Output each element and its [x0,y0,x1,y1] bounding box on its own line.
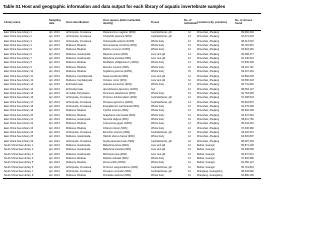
cell-host-classification: Mollusca, Bivalvia [65,174,102,178]
cell-location: Zhoushan, Zhejiang [197,100,220,104]
cell-viruses: 98,413,097 [241,39,254,43]
cell-host-species: Eriocheir sinensis (99%) [103,130,130,134]
cell-host-species: Pinctada martensii (99%) [102,174,150,178]
cell-viruses: 93,618,260 [241,48,254,52]
cell-tissue: Liver and gill [151,148,166,152]
cell-host-classification: Arthropoda, Crustacea [66,130,92,134]
cell-tissue: Whole body [150,174,183,178]
cell-viruses: 93,337,081 [241,113,254,117]
cell-host-species: Meretrix meretrix (99%) [103,65,130,69]
cell-viruses: 96,258,377 [241,52,254,56]
cell-location: Zhoushan, Zhejiang [197,91,220,95]
cell-individuals: 12 [188,152,191,156]
cell-host-classification: Mollusca, Bivalvia [66,122,86,126]
cell-sampling-date: Apr. 2013 [49,70,60,74]
cell-viruses: 95,871,226 [241,144,254,147]
cell-host-classification: Mollusca, Gastropoda [66,52,91,56]
cell-tissue: Whole body [151,65,165,69]
cell-library-name: East China Sea Library 25 [4,135,34,139]
cell-location: Zhoushan, Zhejiang [197,130,220,134]
cell-sampling-date: Apr. 2013 [49,35,60,39]
cell-tissue: Cephalothorax, gill [151,165,172,169]
cell-host-species: Babylonia areolata (99%) [103,148,132,152]
cell-host-classification: Mollusca, Gastropoda [66,148,91,152]
cell-viruses: 96,902,448 [241,109,254,113]
cell-host-species: Crassostrea gigas (100%) [103,122,132,126]
cell-host-classification: Arthropoda, Crustacea [66,104,92,108]
cell-library-name: East China Sea Library 23 [4,126,34,130]
cell-viruses: 95,116,742 [241,65,254,69]
cell-tissue: Whole body [151,113,165,117]
header-sampling-date: Sampling date [48,14,65,31]
cell-tissue: Cephalothorax, gill [151,35,172,39]
cell-sampling-date: Apr. 2013 [49,152,60,156]
cell-individuals: 12 [188,161,191,165]
cell-host-classification: Arthropoda, Crustacea [66,139,92,143]
cell-individuals: 13 [188,100,191,104]
cell-host-classification: Arthropoda, Crustacea [66,100,92,104]
cell-individuals: 12 [188,165,191,169]
cell-individuals: 12 [188,104,191,108]
cell-viruses: 94,175,296 [241,104,254,108]
cell-sampling-date: Apr. 2013 [49,126,60,130]
cell-viruses: 98,054,127 [241,87,254,91]
cell-host-classification: Arthropoda, Crustacea [66,31,92,35]
cell-viruses: 94,882,035 [241,74,254,78]
cell-location: Zhoushan, Zhejiang [197,52,220,56]
cell-host-species: Babylonia areolata (99%) [103,57,132,61]
table-header [3,14,261,31]
cell-sampling-date: Apr. 2013 [49,48,60,52]
cell-location: Zhanjiang, Guangdong [196,174,234,178]
cell-individuals: 12 [188,48,191,52]
cell-library-name: South China Sea Library 5 [4,161,34,165]
cell-individuals: 12 [188,39,191,43]
cell-sampling-date: Apr. 2013 [49,117,60,121]
cell-location: Beihai, Guangxi [197,165,215,169]
cell-individuals: 12 [188,109,191,113]
header-location: Location (city, province) [196,14,234,31]
cell-host-species: Octopus minor (99%) [103,78,127,82]
cell-host-species: Perinereis aibuhitensis (99%) [103,91,136,95]
cell-library-name: South China Sea Library 8 [3,174,48,178]
cell-individuals: 15 [188,70,191,74]
cell-location: Zhoushan, Zhejiang [197,117,220,121]
cell-tissue: Cephalothorax, gill [151,170,172,174]
cell-host-species: Scylla paramamosain (99%) [103,139,135,143]
data-table [3,13,261,179]
cell-tissue: Whole body [151,83,165,87]
cell-tissue: Gut [151,87,156,91]
cell-sampling-date: Apr. 2013 [49,122,60,126]
cell-library-name: East China Sea Library 26 [4,139,34,143]
cell-sampling-date: Apr. 2013 [49,100,60,104]
cell-individuals: 13 [188,44,191,48]
cell-host-classification: Mollusca, Gastropoda [66,117,91,121]
cell-sampling-date: Apr. 2013 [49,61,60,65]
cell-sampling-date: Apr. 2013 [49,39,60,43]
cell-library-name: East China Sea Library 5 [4,48,32,52]
cell-individuals: 13 [188,83,191,87]
cell-viruses: 95,044,316 [241,122,254,126]
cell-host-species: Penaeus japonicus (100%) [103,100,133,104]
table-row [3,174,261,178]
cell-host-classification: Mollusca, Bivalvia [66,44,86,48]
cell-sampling-date: Apr. 2013 [49,65,60,69]
cell-location: Zhoushan, Zhejiang [197,122,220,126]
cell-sampling-date: Apr. 2013 [49,144,60,147]
cell-library-name: East China Sea Library 7 [4,57,32,61]
cell-sampling-date: Apr. 2013 [49,113,60,117]
cell-location: Zhoushan, Zhejiang [197,61,220,65]
cell-viruses: 97,430,982 [241,126,254,130]
cell-individuals: 12 [188,113,191,117]
cell-individuals: 14 [188,91,191,95]
table-title: Table S1 Host and geographic information and data output for each library of aquatic invertebrate samples [3,4,226,9]
cell-sampling-date: Apr. 2013 [49,165,60,169]
cell-viruses: 98,287,154 [241,139,254,143]
cell-library-name: East China Sea Library 8 [4,61,32,65]
cell-individuals: 12 [188,78,191,82]
cell-sampling-date: Apr. 2013 [49,104,60,108]
cell-host-species: Exopalaemon carinicauda (99%) [103,104,140,108]
header-individuals: No. of individuals [183,14,196,31]
cell-viruses: 97,208,534 [241,96,254,100]
cell-location: Zhoushan, Zhejiang [197,126,220,130]
cell-location: Zhoushan, Zhejiang [197,96,220,100]
cell-individuals: 12 [188,74,191,78]
cell-host-classification: Mollusca, Gastropoda [66,152,91,156]
cell-viruses: 95,663,870 [241,100,254,104]
cell-library-name: East China Sea Library 16 [4,96,34,100]
cell-location: Zhoushan, Zhejiang [197,113,220,117]
cell-individuals: 12 [188,117,191,121]
cell-library-name: South China Sea Library 2 [4,148,34,152]
cell-location: Zhoushan, Zhejiang [197,48,220,52]
cell-tissue: Liver and gill [151,78,166,82]
header-library-name: Library name [3,14,48,31]
cell-sampling-date: Apr. 2013 [49,170,60,174]
cell-viruses: 94,526,807 [241,135,254,139]
cell-location: Zhoushan, Zhejiang [197,35,220,39]
cell-host-species: Charybdis japonica (99%) [103,35,132,39]
cell-location: Beihai, Guangxi [197,161,215,165]
cell-host-species: Oratosquilla oratoria (100%) [103,39,135,43]
cell-library-name: East China Sea Library 13 [4,83,34,87]
cell-library-name: East China Sea Library 12 [4,78,34,82]
cell-sampling-date: Apr. 2013 [49,135,60,139]
cell-host-species: Tegillarca granosa (100%) [103,70,133,74]
cell-individuals: 12 [188,65,191,69]
cell-individuals: 13 [188,35,191,39]
cell-host-classification: Mollusca, Bivalvia [66,48,86,52]
cell-library-name: East China Sea Library 2 [4,35,32,39]
cell-tissue: Whole body [151,104,165,108]
cell-location: Beihai, Guangxi [197,157,215,161]
cell-tissue: Liver and gill [151,74,166,78]
cell-library-name: East China Sea Library 20 [4,113,34,117]
cell-host-classification: Arthropoda, Crustacea [66,165,92,169]
cell-individuals: 12 [188,144,191,147]
cell-viruses: 93,880,405 [234,174,261,178]
cell-library-name: South China Sea Library 4 [4,157,34,161]
cell-host-species: Neverita didyma (99%) [103,117,129,121]
cell-individuals: 12 [188,148,191,152]
cell-sampling-date: Apr. 2013 [49,74,60,78]
cell-individuals: 12 [188,87,191,91]
cell-viruses: 94,360,127 [241,161,254,165]
cell-library-name: East China Sea Library 6 [4,52,32,56]
cell-host-species: Portunus sanguinolentus (99%) [103,165,138,169]
cell-viruses: 93,590,418 [241,78,254,82]
cell-viruses: 95,702,651 [241,44,254,48]
cell-individuals: 13 [188,61,191,65]
cell-individuals: 12 [188,130,191,134]
cell-tissue: Whole body [151,48,165,52]
cell-tissue: Cephalothorax, gill [151,100,172,104]
cell-tissue: Liver and gill [151,144,166,147]
cell-library-name: East China Sea Library 3 [4,39,32,43]
cell-individuals: 12 [188,122,191,126]
cell-host-species: Asterias amurensis (99%) [103,83,132,87]
cell-location: Zhoushan, Zhejiang [197,39,220,43]
cell-library-name: East China Sea Library 19 [4,109,34,113]
cell-library-name: South China Sea Library 3 [4,152,34,156]
cell-tissue: Liver and gill [151,57,166,61]
cell-location: Zhoushan, Zhejiang [197,44,220,48]
cell-sampling-date: Apr. 2013 [49,78,60,82]
cell-host-classification: Mollusca, Bivalvia [66,157,86,161]
cell-sampling-date: Apr. 2013 [49,87,60,91]
cell-location: Zhoushan, Zhejiang [197,83,220,87]
cell-host-classification: Mollusca, Bivalvia [66,61,86,65]
cell-viruses: 96,118,473 [241,130,254,134]
cell-host-classification: Arthropoda, Crustacea [66,96,92,100]
cell-host-classification: Echinodermata [66,87,83,91]
cell-host-classification: Mollusca, Cephalopoda [66,78,93,82]
cell-host-classification: Mollusca, Bivalvia [66,113,86,117]
cell-host-species: Sinonovacula constricta (99%) [103,44,137,48]
cell-viruses: 95,719,844 [241,165,254,169]
cell-location: Zhoushan, Zhejiang [197,78,220,82]
cell-tissue: Whole body [151,91,165,95]
cell-host-classification: Mollusca, Gastropoda [66,135,91,139]
cell-tissue: Whole body [151,161,165,165]
cell-tissue: Cephalothorax, gill [151,130,172,134]
cell-host-classification: Echinodermata [66,83,83,87]
cell-host-classification: Mollusca, Bivalvia [66,65,86,69]
cell-tissue: Whole body [151,109,165,113]
cell-tissue: Cephalothorax, gill [151,31,172,35]
cell-location: Zhoushan, Zhejiang [197,74,220,78]
header-row [3,14,261,31]
cell-individuals: 14 [188,52,191,56]
cell-individuals: 12 [188,96,191,100]
cell-sampling-date: Apr. 2013 [49,139,60,143]
cell-library-name: East China Sea Library 21 [4,117,34,121]
cell-library-name: East China Sea Library 10 [4,70,34,74]
cell-tissue: Liver and gill [151,52,166,56]
cell-library-name: East China Sea Library 14 [4,87,34,91]
cell-viruses: 98,043,692 [241,170,254,174]
cell-host-classification: Mollusca, Cephalopoda [66,74,93,78]
cell-viruses: 92,130,544 [241,57,254,61]
cell-host-classification: Mollusca, Bivalvia [66,70,86,74]
cell-sampling-date: Apr. 2013 [49,109,60,113]
cell-tissue: Whole body [151,126,165,130]
cell-individuals: 12 [183,174,196,178]
cell-host-classification: Mollusca, Gastropoda [66,144,91,147]
cell-individuals: 12 [188,170,191,174]
cell-location: Zhoushan, Zhejiang [197,135,220,139]
cell-location: Zhoushan, Zhejiang [197,109,220,113]
cell-tissue: Whole body [151,44,165,48]
cell-sampling-date: Apr. 2013 [49,161,60,165]
cell-viruses: 92,763,905 [241,91,254,95]
cell-sampling-date: Apr. 2013 [49,57,60,61]
cell-library-name: East China Sea Library 17 [4,100,34,104]
cell-sampling-date: Apr. 2013 [49,157,60,161]
cell-tissue: Cephalothorax, gill [151,139,172,143]
cell-sampling-date: Apr. 2013 [49,96,60,100]
cell-host-species: Sepia esculenta (99%) [103,74,129,78]
cell-library-name: East China Sea Library 1 [4,31,32,35]
cell-viruses: 97,845,309 [241,61,254,65]
header-tissue: Tissue [150,14,183,31]
cell-host-classification: Annelida, Polychaeta [66,91,90,95]
cell-host-species: Cyclina sinensis (99%) [103,109,129,113]
cell-location: Zhoushan, Zhejiang [197,31,220,35]
cell-sampling-date: Apr. 2013 [49,31,60,35]
cell-host-classification: Mollusca, Bivalvia [66,126,86,130]
cell-host-classification: Mollusca, Bivalvia [66,109,86,113]
cell-host-species: Portunus trituberculatus (99%) [103,96,137,100]
cell-viruses: 99,992,432 [241,31,254,35]
cell-viruses: 99,307,281 [241,70,254,74]
cell-viruses: 96,547,013 [241,152,254,156]
cell-host-classification: Arthropoda, Crustacea [66,35,92,39]
cell-location: Beihai, Guangxi [197,152,215,156]
cell-viruses: 98,611,759 [241,117,254,121]
cell-location: Beihai, Guangxi [197,144,215,147]
cell-tissue: Whole body [151,117,165,121]
cell-viruses: 97,932,580 [241,157,254,161]
cell-sampling-date: Apr. 2013 [49,52,60,56]
cell-tissue: Whole body [151,70,165,74]
header-viruses: No. of viruses found [234,14,261,31]
cell-tissue: Whole body [151,61,165,65]
cell-individuals: 12 [188,31,191,35]
cell-host-species: Apostichopus japonicus (100%) [103,87,139,91]
cell-library-name: South China Sea Library 6 [4,165,34,169]
cell-host-species: Scapharca subcrenata (99%) [103,113,136,117]
cell-host-species: Metacarcinus magister (99%) [103,31,136,35]
cell-individuals: 12 [188,126,191,130]
header-host-classification: Host classification [65,14,102,31]
cell-tissue: Whole body [151,135,165,139]
header-host-species: Host species (latin/ nucleotide identity) [102,14,150,31]
cell-library-name: East China Sea Library 4 [4,44,32,48]
cell-location: Zhoushan, Zhejiang [197,87,220,91]
cell-sampling-date: Apr. 2013 [48,174,65,178]
cell-library-name: East China Sea Library 15 [4,91,34,95]
cell-sampling-date: Apr. 2013 [49,83,60,87]
cell-host-classification: Arthropoda, Crustacea [66,170,92,174]
cell-sampling-date: Apr. 2013 [49,91,60,95]
cell-host-species: Babylonia lutosa (99%) [103,144,129,147]
cell-library-name: East China Sea Library 11 [4,74,33,78]
cell-location: Zhoushan, Zhejiang [197,104,220,108]
cell-library-name: East China Sea Library 9 [4,65,32,69]
cell-individuals: 12 [188,139,191,143]
cell-host-species: Mytilus coruscus (100%) [103,48,131,52]
cell-location: Beihai, Guangxi [197,148,215,152]
cell-host-species: Paphia undulata (99%) [103,157,129,161]
cell-sampling-date: Apr. 2013 [49,130,60,134]
cell-host-classification: Mollusca, Bivalvia [66,161,86,165]
cell-tissue: Whole body [151,157,165,161]
cell-sampling-date: Apr. 2013 [49,148,60,152]
cell-host-species: Rapana venosa (99%) [103,52,128,56]
cell-tissue: Liver and gill [151,152,166,156]
cell-host-species: Chlamys farreri (99%) [103,126,128,130]
cell-host-classification: Mollusca, Gastropoda [66,57,91,61]
cell-library-name: East China Sea Library 18 [4,104,34,108]
cell-viruses: 93,208,659 [241,148,254,152]
cell-library-name: South China Sea Library 7 [4,170,34,174]
cell-sampling-date: Apr. 2013 [49,44,60,48]
cell-individuals: 12 [188,57,191,61]
cell-library-name: East China Sea Library 24 [4,130,34,134]
cell-host-species: Penaeus monodon (99%) [103,170,132,174]
cell-host-species: Haliotis discus hannai (99%) [103,135,135,139]
cell-tissue: Whole body [151,122,165,126]
cell-host-species: Bufonaria rana (99%) [103,152,127,156]
cell-location: Zhoushan, Zhejiang [197,57,220,61]
cell-library-name: South China Sea Library 1 [4,144,34,147]
cell-host-species: Ruditapes philippinarum (100%) [103,61,139,65]
cell-host-classification: Arthropoda, Crustacea [66,39,92,43]
cell-location: Zhoushan, Zhejiang [197,139,220,143]
cell-host-species: Perna viridis (100%) [103,161,126,165]
cell-individuals: 12 [188,157,191,161]
cell-tissue: Cephalothorax, gill [151,96,172,100]
cell-individuals: 12 [188,135,191,139]
cell-viruses: 94,471,618 [241,35,254,39]
cell-viruses: 96,741,662 [241,83,254,87]
cell-tissue: Whole body [151,39,165,43]
cell-library-name: East China Sea Library 22 [4,122,34,126]
cell-location: Zhoushan, Zhejiang [197,70,220,74]
table-body [3,31,261,179]
cell-location: Zhoushan, Zhejiang [197,65,220,69]
cell-location: Zhanjiang, Guangdong [197,170,223,174]
